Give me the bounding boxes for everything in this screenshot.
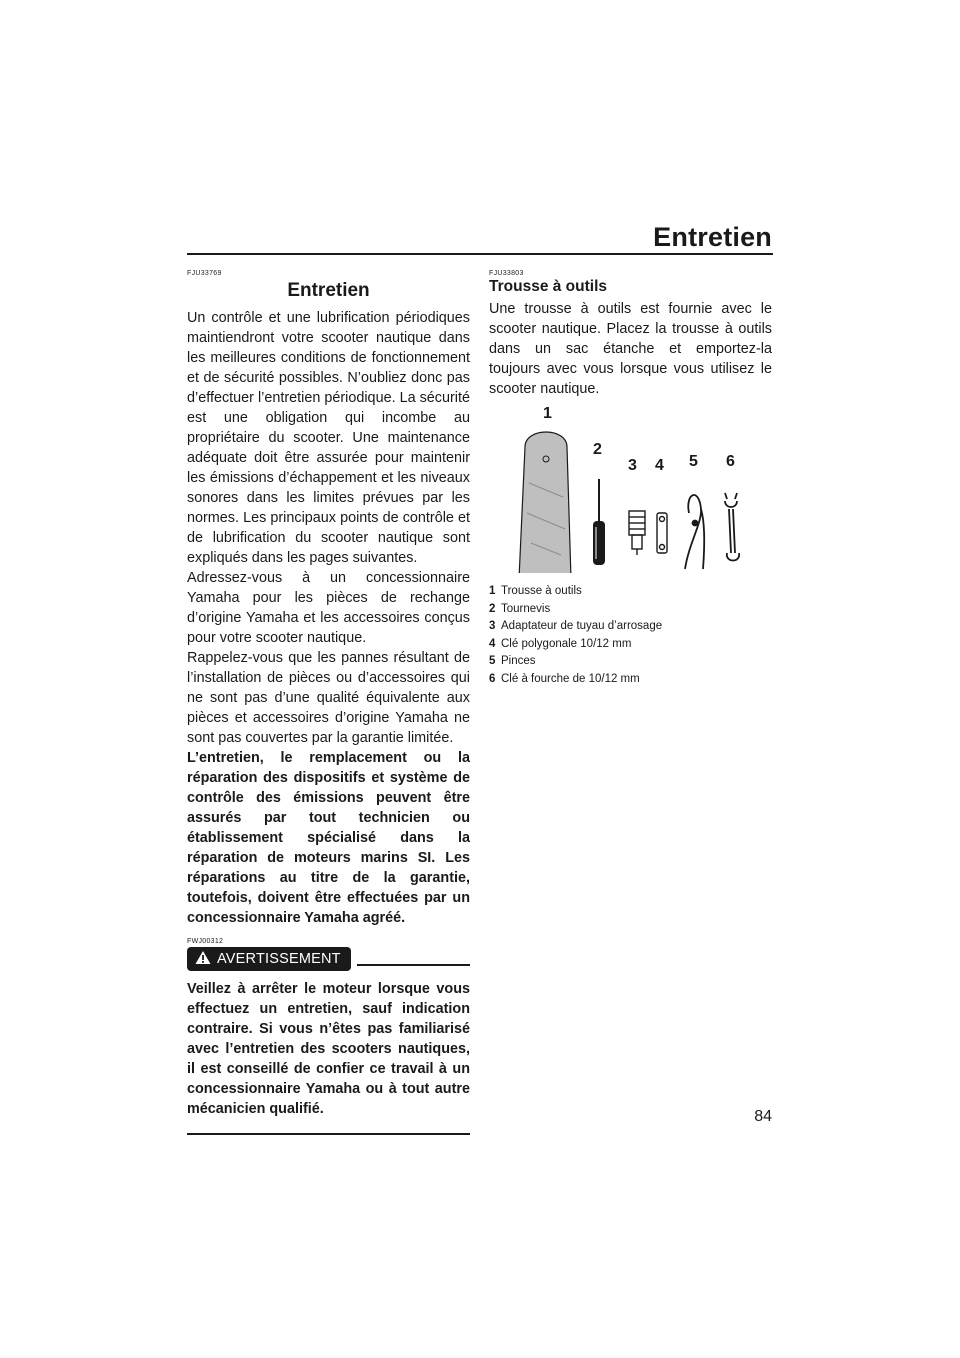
caption-number: 4 [489,637,496,650]
pliers-icon [685,495,704,569]
paragraph: Adressez-vous à un concessionnaire Yamaha pour les pièces de rechange d’origine Yamaha et les accessoires conçus pour votre scooter nautique. [187,570,470,646]
caption-item [489,653,772,671]
warning-rule [357,964,470,966]
section-title: Trousse à outils [489,278,608,295]
figure-number: 4 [655,457,664,474]
caption-number: 6 [489,672,496,685]
caption-text: Trousse à outils [501,585,582,597]
warning-header [187,947,470,971]
page-header-title: Entretien [653,222,772,252]
warning-bottom-rule [187,1133,470,1135]
bold-paragraph: L’entretien, le remplacement ou la réparation des dispositifs et système de contrôle des émissions peuvent être assurés par tout technicien ou établissement spécialisé dans la réparation de moteurs marins SI. Les réparations au titre de la garantie, toutefois, doivent être effectuées par un concessionnaire Yamaha agréé. [187,750,470,926]
left-column [187,270,470,1135]
toolkit-figure [489,405,772,573]
header-rule [187,253,773,255]
caption-item [489,583,772,601]
caption-item [489,618,772,636]
warning-text: Veillez à arrêter le moteur lorsque vous effectuez un entretien, sauf indication contraire. Si vous n’êtes pas familiarisé avec l’entretien des scooters nautiques, il est conseillé de confier ce travail à un concessionnaire Yamaha ou à tout autre mécanicien qualifié. [187,981,470,1117]
caption-text: Adaptateur de tuyau d’arrosage [501,620,663,633]
caption-text: Clé polygonale 10/12 mm [501,637,632,650]
caption-number: 1 [489,585,496,597]
screwdriver-icon [593,479,605,565]
caption-item [489,636,772,654]
caption-number: 3 [489,620,496,633]
caption-text: Tournevis [501,602,551,615]
section-code: FJU33769 [187,270,222,277]
warning-code: FWJ00312 [187,938,224,945]
caption-text: Pinces [501,655,536,668]
toolkit-illustration [489,413,772,573]
section-code: FJU33803 [489,270,524,277]
open-wrench-icon [725,493,739,561]
page-number: 84 [754,1108,772,1125]
hose-adapter-icon [629,511,645,555]
caption-number: 5 [489,655,496,668]
paragraph: Une trousse à outils est fournie avec le scooter nautique. Placez la trousse à outils dans un sac étanche et emportez-la toujours avec vous lorsque vous utilisez le scooter nautique. [489,301,772,397]
figure-number: 6 [726,453,735,470]
caption-number: 2 [489,602,496,615]
caption-text: Clé à fourche de 10/12 mm [501,672,640,685]
paragraph: Un contrôle et une lubrification périodiques maintiendront votre scooter nautique dans les meilleures conditions de fonctionnement et de sécurité possibles. N’oubliez donc pas d’effectuer l’entretien périodique. La sécurité est une obligation qui incombe au propriétaire du scooter. Une maintenance adéquate doit être assurée pour maintenir les émissions d’échappement et les niveaux sonores dans les limites prévues par les normes. Les principaux points de contrôle et de lubrification du scooter nautique sont expliqués dans les pages suivantes. [187,310,470,566]
warning-label: AVERTISSEMENT [217,951,341,967]
figure-number: 3 [628,457,637,474]
section-title: Entretien [287,280,370,301]
figure-captions [489,583,772,689]
tool-bag-icon [519,432,571,573]
box-wrench-icon [657,513,667,553]
paragraph: Rappelez-vous que les pannes résultant de l’installation de pièces ou d’accessoires qui ne sont pas d’une qualité équivalente aux pièces et accessoires d’origine Yamaha ne sont pas couvertes par la garantie limitée. [187,650,470,746]
figure-number: 1 [543,405,552,422]
caption-item [489,671,772,689]
figure-number: 5 [689,453,698,470]
warning-badge [187,947,351,971]
warning-icon [195,950,211,969]
figure-number: 2 [593,441,602,458]
right-column [489,270,772,689]
caption-item [489,601,772,619]
